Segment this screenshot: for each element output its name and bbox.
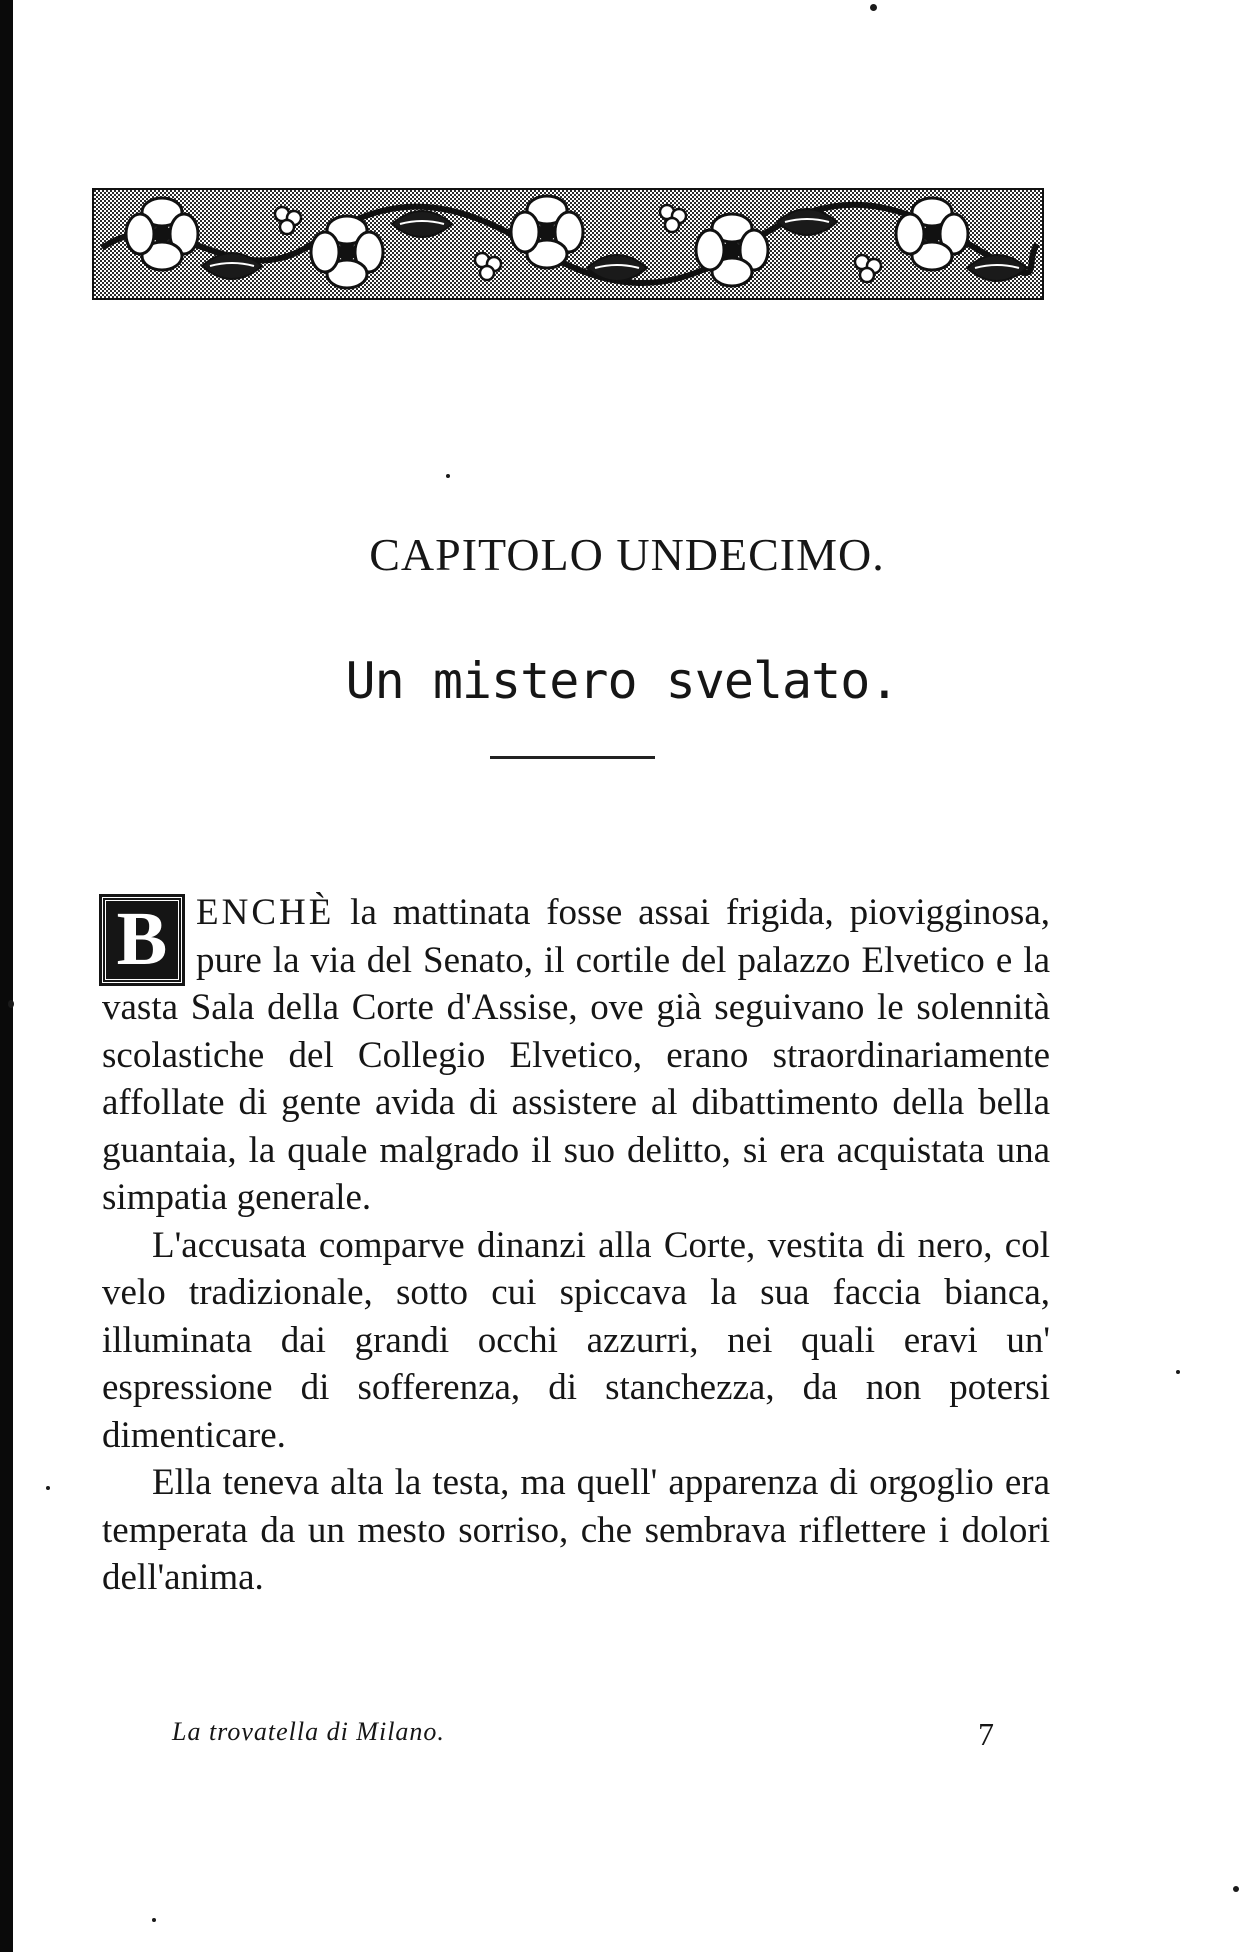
paragraph-text: la mattinata fosse assai frigida, piovigginosa, pure la via del Senato, il cortile del palazzo Elvetico e la vasta Sala della Corte d'Assise, ove già seguivano le solennità scolastiche del Collegio Elvetico, erano straordinariamente affollate di gente avida di assistere al dibattimento della bella guantaia, la quale malgrado il suo delitto, si era acquistata una simpatia generale. [102,892,1050,1218]
body-text [102,889,1050,1602]
scan-speck [8,1000,14,1008]
paragraph: Ella teneva alta la testa, ma quell' apparenza di orgoglio era temperata da un mesto sorriso, che sembrava riflettere i dolori dell'anima. [102,1462,1050,1598]
horizontal-rule [490,756,655,759]
running-footer-title: La trovatella di Milano. [172,1717,445,1746]
scan-speck [46,1486,50,1490]
paragraph [102,889,1050,1222]
scan-speck [1176,1370,1180,1374]
scan-speck [1233,1886,1239,1892]
chapter-heading: CAPITOLO UNDECIMO. [369,529,885,580]
scan-speck [152,1918,156,1922]
scan-speck [870,4,877,11]
scan-speck [446,474,450,478]
page-number: 7 [978,1716,994,1752]
chapter-title: Un mistero svelato. [345,652,899,710]
first-word-smallcaps: ENCHÈ [196,892,335,933]
paragraph: L'accusata comparve dinanzi alla Corte, vestita di nero, col velo tradizionale, sotto cui spiccava la sua faccia bianca, illuminata dai grandi occhi azzurri, nei quali eravi un' espressione di sofferenza, di stanchezza, da non potersi dimenticare. [102,1224,1050,1456]
drop-cap-letter: B [102,897,182,983]
floral-vine-ornament-icon [92,188,1044,300]
book-spine-edge [0,0,13,1952]
